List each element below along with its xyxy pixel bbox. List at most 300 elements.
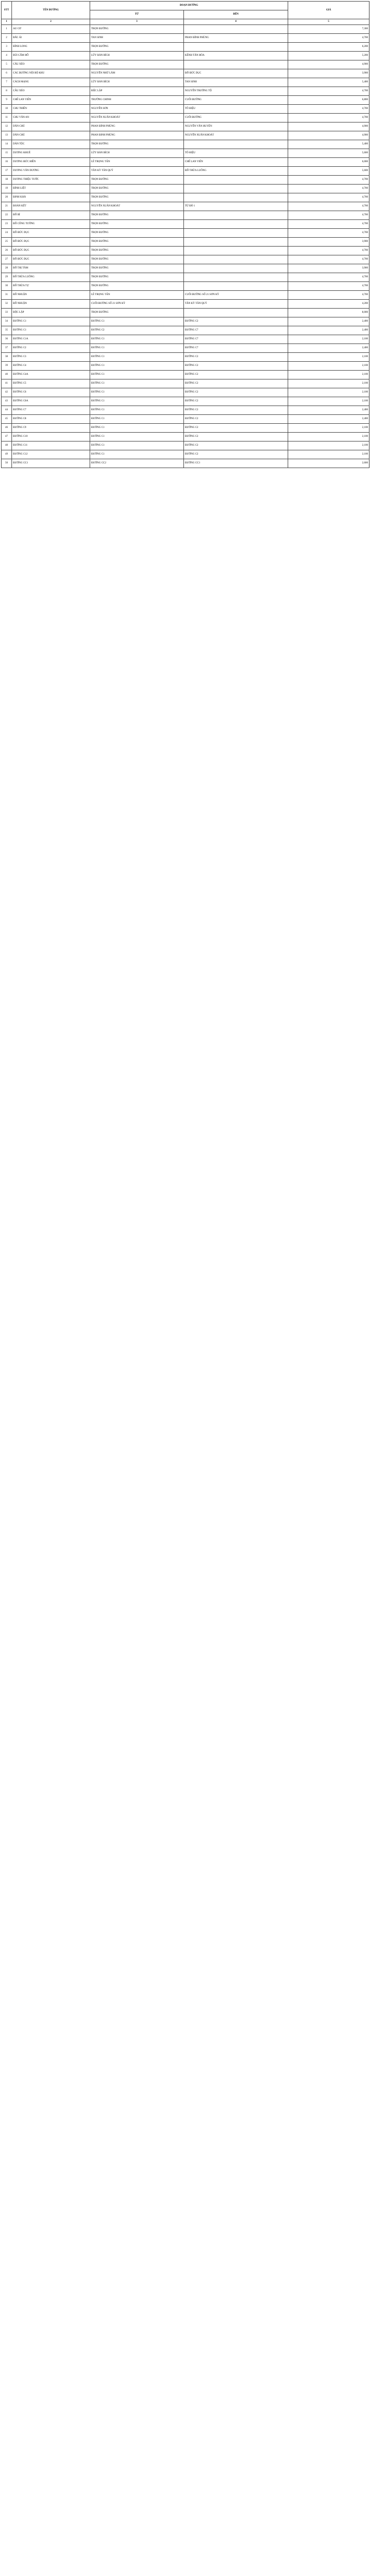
row-from: TRỌN ĐƯỜNG — [90, 247, 184, 255]
row-stt: 13 — [2, 131, 12, 140]
row-stt: 8 — [2, 87, 12, 96]
row-price: 4,700 — [288, 247, 369, 255]
row-price: 4,200 — [288, 300, 369, 309]
row-street-name: ĐỖ THỪA TỰ — [12, 282, 90, 291]
row-street-name: CÁCH MẠNG — [12, 78, 90, 87]
row-price: 2,400 — [288, 415, 369, 424]
row-street-name: CHU VĂN AN — [12, 114, 90, 122]
row-street-name: CẦU XÉO — [12, 87, 90, 96]
row-stt: 17 — [2, 167, 12, 176]
row-stt: 28 — [2, 264, 12, 273]
row-price: 3,900 — [288, 238, 369, 247]
table-row — [2, 291, 369, 300]
row-to: TAN SINH — [184, 78, 288, 87]
row-to: ĐƯỜNG C2 — [184, 415, 288, 424]
row-stt: 18 — [2, 176, 12, 185]
row-from: TRỌN ĐƯỜNG — [90, 220, 184, 229]
table-row — [2, 220, 369, 229]
row-price: 5,400 — [288, 78, 369, 87]
row-price: 4,900 — [288, 131, 369, 140]
row-price: 6,200 — [288, 43, 369, 52]
table-row — [2, 388, 369, 397]
row-from: LÊ TRỌNG TẤN — [90, 158, 184, 167]
table-row — [2, 52, 369, 60]
row-street-name: ĐƯỜNG C1 — [12, 317, 90, 326]
row-to: KÊNH TÂN HÓA — [184, 52, 288, 60]
row-street-name: ĐƯỜNG C7 — [12, 406, 90, 415]
row-price: 4,700 — [288, 220, 369, 229]
row-to: ĐƯỜNG C2 — [184, 406, 288, 415]
row-from: ĐƯỜNG C1 — [90, 397, 184, 406]
row-stt: 24 — [2, 229, 12, 238]
row-street-name: ĐƯỜNG C5 — [12, 379, 90, 388]
table-row — [2, 406, 369, 415]
row-price: 4,700 — [288, 114, 369, 122]
row-price: 2,100 — [288, 379, 369, 388]
row-to: NGUYỄN VĂN HUYÊN — [184, 122, 288, 131]
row-to — [184, 255, 288, 264]
row-price: 2,400 — [288, 317, 369, 326]
row-price: 4,900 — [288, 122, 369, 131]
row-to: CUỐI ĐƯỜNG — [184, 96, 288, 105]
row-price: 2,100 — [288, 388, 369, 397]
header-index-5: 5 — [288, 19, 369, 25]
row-from: TRỌN ĐƯỜNG — [90, 229, 184, 238]
table-row — [2, 202, 369, 211]
row-stt: 32 — [2, 300, 12, 309]
row-to — [184, 282, 288, 291]
row-price: 2,100 — [288, 397, 369, 406]
header-index-3: 3 — [90, 19, 184, 25]
row-stt: 45 — [2, 415, 12, 424]
table-row — [2, 317, 369, 326]
row-price: 2,400 — [288, 344, 369, 353]
row-stt: 35 — [2, 326, 12, 335]
table-row — [2, 450, 369, 459]
row-stt: 30 — [2, 282, 12, 291]
row-to — [184, 247, 288, 255]
header-to: ĐẾN — [184, 10, 288, 19]
row-street-name: ĐỖ ĐỨC DỤC — [12, 255, 90, 264]
table-row — [2, 131, 369, 140]
row-to: ĐỖ THỪA LUÔNG — [184, 167, 288, 176]
row-from: TRỌN ĐƯỜNG — [90, 255, 184, 264]
table-row — [2, 335, 369, 344]
row-price: 4,700 — [288, 34, 369, 43]
row-from: TRỌN ĐƯỜNG — [90, 185, 184, 193]
row-from: TÂN KỲ TÂN QUÝ — [90, 167, 184, 176]
table-row — [2, 149, 369, 158]
row-street-name: ĐỖ ĐỨC DỤC — [12, 229, 90, 238]
table-row — [2, 60, 369, 69]
row-price: 3,900 — [288, 69, 369, 78]
table-row — [2, 185, 369, 193]
table-row — [2, 238, 369, 247]
row-from: ĐƯỜNG C1 — [90, 353, 184, 362]
row-stt: 44 — [2, 406, 12, 415]
row-to: TÔ HIỆU — [184, 105, 288, 114]
row-price: 2,400 — [288, 406, 369, 415]
row-street-name: DƯƠNG VĂN DƯƠNG — [12, 167, 90, 176]
row-to: ĐƯỜNG C2 — [184, 353, 288, 362]
row-to: ĐƯỜNG C2 — [184, 388, 288, 397]
row-to — [184, 309, 288, 317]
row-from: ĐỘC LẬP — [90, 87, 184, 96]
row-street-name: ĐƯỜNG C4A — [12, 371, 90, 379]
row-street-name: DƯƠNG KHUÊ — [12, 149, 90, 158]
row-stt: 23 — [2, 220, 12, 229]
row-street-name: CÂU XÉO — [12, 60, 90, 69]
table-row — [2, 96, 369, 105]
row-to — [184, 60, 288, 69]
row-from: ĐƯỜNG C1 — [90, 424, 184, 433]
row-price: 2,100 — [288, 441, 369, 450]
row-from: ĐƯỜNG C1 — [90, 450, 184, 459]
row-stt: 50 — [2, 459, 12, 468]
row-from: ĐƯỜNG C1 — [90, 317, 184, 326]
row-street-name: ĐƯỜNG C6 — [12, 388, 90, 397]
row-street-name: ĐƯỜNG C3 — [12, 353, 90, 362]
header-price: GIÁ — [288, 2, 369, 19]
table-row — [2, 140, 369, 149]
table-row — [2, 122, 369, 131]
row-price: 2,100 — [288, 424, 369, 433]
row-to: ĐƯỜNG CC3 — [184, 459, 288, 468]
table-row — [2, 167, 369, 176]
row-to — [184, 193, 288, 202]
row-from: ĐƯỜNG C1 — [90, 335, 184, 344]
row-from: TAN SINH — [90, 34, 184, 43]
row-price: 4,700 — [288, 255, 369, 264]
table-row — [2, 433, 369, 441]
table-row — [2, 43, 369, 52]
row-street-name: ĐÌNH LIỆT — [12, 185, 90, 193]
row-price: 4,700 — [288, 185, 369, 193]
table-row — [2, 362, 369, 371]
row-from: ĐƯỜNG C1 — [90, 371, 184, 379]
row-price: 4,700 — [288, 87, 369, 96]
row-price: 4,700 — [288, 273, 369, 282]
row-stt: 43 — [2, 397, 12, 406]
table-row — [2, 264, 369, 273]
row-stt: 12 — [2, 122, 12, 131]
row-to: ĐƯỜNG C2 — [184, 362, 288, 371]
row-price: 2,100 — [288, 362, 369, 371]
row-price: 2,100 — [288, 450, 369, 459]
row-to: NGUYỄN XUÂN KHOÁT — [184, 131, 288, 140]
table-row — [2, 105, 369, 114]
table-row — [2, 69, 369, 78]
row-from: TRỌN ĐƯỜNG — [90, 211, 184, 220]
row-to: ĐƯỜNG C2 — [184, 397, 288, 406]
row-to — [184, 25, 288, 34]
row-price: 7,300 — [288, 25, 369, 34]
row-price: 4,700 — [288, 291, 369, 300]
row-street-name: ĐƯỜNG C1A — [12, 335, 90, 344]
row-from: LÊ TRỌNG TẤN — [90, 291, 184, 300]
row-street-name: ĐOÀN KẾT — [12, 202, 90, 211]
row-price: 6,800 — [288, 96, 369, 105]
row-from: PHAN ĐINH PHÙNG — [90, 131, 184, 140]
table-row — [2, 255, 369, 264]
table-row — [2, 229, 369, 238]
table-row — [2, 87, 369, 96]
table-row — [2, 247, 369, 255]
land-price-table — [1, 1, 369, 468]
table-row — [2, 34, 369, 43]
row-street-name: ĐINH KHÁ — [12, 193, 90, 202]
row-street-name: ĐƯỜNG C12 — [12, 450, 90, 459]
row-street-name: CHẾ LAN VIÊN — [12, 96, 90, 105]
row-to — [184, 264, 288, 273]
row-stt: 2 — [2, 34, 12, 43]
row-to — [184, 43, 288, 52]
header-from: TỪ — [90, 10, 184, 19]
header-index-2: 2 — [12, 19, 90, 25]
row-stt: 48 — [2, 441, 12, 450]
row-price: 5,600 — [288, 149, 369, 158]
row-from: ĐƯỜNG C1 — [90, 415, 184, 424]
row-street-name: ĐƯỜNG C1 — [12, 326, 90, 335]
row-stt: 7 — [2, 78, 12, 87]
row-stt: 3 — [2, 43, 12, 52]
table-row — [2, 25, 369, 34]
row-stt: 36 — [2, 335, 12, 344]
row-to — [184, 273, 288, 282]
row-street-name: BẮC ÁI — [12, 34, 90, 43]
row-from: TRỌN ĐƯỜNG — [90, 43, 184, 52]
row-price: 5,600 — [288, 167, 369, 176]
row-stt: 27 — [2, 255, 12, 264]
row-from: NGUYỄN SƠN — [90, 105, 184, 114]
row-to: ĐƯỜNG C7 — [184, 326, 288, 335]
row-stt: 46 — [2, 424, 12, 433]
row-price: 3,900 — [288, 264, 369, 273]
row-street-name: ĐỖ THỪA LUÔNG — [12, 273, 90, 282]
row-stt: 38 — [2, 353, 12, 362]
row-stt: 11 — [2, 114, 12, 122]
header-segment: ĐOẠN ĐƯỜNG — [90, 2, 288, 10]
row-street-name: DÂN CHỦ — [12, 122, 90, 131]
row-stt: 1 — [2, 25, 12, 34]
row-to: TÔ HIỆU — [184, 149, 288, 158]
row-price: 6,000 — [288, 158, 369, 167]
row-to: ĐƯỜNG C2 — [184, 379, 288, 388]
row-price: 8,000 — [288, 309, 369, 317]
row-from: LỮY BẢN BÍCH — [90, 78, 184, 87]
row-street-name: ĐỘC LẬP — [12, 309, 90, 317]
table-row — [2, 300, 369, 309]
row-to: PHAN ĐÌNH PHÙNG — [184, 34, 288, 43]
row-from: TRỌN ĐƯỜNG — [90, 238, 184, 247]
row-street-name: AU CƠ — [12, 25, 90, 34]
row-stt: 37 — [2, 344, 12, 353]
row-street-name: ĐƯỜNG C2 — [12, 344, 90, 353]
row-from: LỮY BẢN BÍCH — [90, 52, 184, 60]
row-price: 4,700 — [288, 193, 369, 202]
table-row — [2, 441, 369, 450]
row-price: 4,700 — [288, 202, 369, 211]
row-to: NGUYỄN TRƯỜNG TỘ — [184, 87, 288, 96]
row-stt: 41 — [2, 379, 12, 388]
row-to: ĐƯỜNG C7 — [184, 344, 288, 353]
row-to — [184, 211, 288, 220]
row-price: 4,700 — [288, 176, 369, 185]
row-street-name: DƯƠNG THIỆU TƯỚC — [12, 176, 90, 185]
row-street-name: ĐỖ NHUẬN — [12, 291, 90, 300]
header-street-name: TÊN ĐƯỜNG — [12, 2, 90, 19]
row-street-name: BÙI CẨM HỔ — [12, 52, 90, 60]
row-street-name: DƯƠNG ĐỨC HIỀN — [12, 158, 90, 167]
row-to — [184, 238, 288, 247]
row-street-name: ĐỖ THỊ TÂM — [12, 264, 90, 273]
row-from: ĐƯỜNG C1 — [90, 344, 184, 353]
row-price: 2,100 — [288, 335, 369, 344]
row-to: CUỐI ĐƯỜNG — [184, 114, 288, 122]
row-street-name: DÂN CHỦ — [12, 131, 90, 140]
row-stt: 22 — [2, 211, 12, 220]
row-stt: 31 — [2, 291, 12, 300]
row-from: ĐƯỜNG CC2 — [90, 459, 184, 468]
row-price: 5,400 — [288, 140, 369, 149]
row-from: NGUYỄN XUÂN KHOÁT — [90, 114, 184, 122]
table-row — [2, 424, 369, 433]
row-to: TỪ ĐÒ 1 — [184, 202, 288, 211]
row-price: 4,700 — [288, 229, 369, 238]
row-price: 2,100 — [288, 353, 369, 362]
row-from: NGUYỄN XUÂN KHOÁT — [90, 202, 184, 211]
row-from: TRỌN ĐƯỜNG — [90, 273, 184, 282]
table-row — [2, 158, 369, 167]
row-stt: 34 — [2, 317, 12, 326]
row-from: TRƯỜNG CHINH — [90, 96, 184, 105]
row-street-name: ĐƯỜNG C8 — [12, 415, 90, 424]
row-from: ĐƯỜNG C1 — [90, 433, 184, 441]
row-from: TRỌN ĐƯỜNG — [90, 282, 184, 291]
row-stt: 21 — [2, 202, 12, 211]
row-price: 5,200 — [288, 52, 369, 60]
table-body — [2, 25, 369, 468]
row-stt: 6 — [2, 69, 12, 78]
row-from: TRỌN ĐƯỜNG — [90, 176, 184, 185]
row-stt: 47 — [2, 433, 12, 441]
row-street-name: ĐƯỜNG C11 — [12, 441, 90, 450]
row-from: TRỌN ĐƯỜNG — [90, 140, 184, 149]
table-row — [2, 114, 369, 122]
row-stt: 19 — [2, 185, 12, 193]
row-from: ĐƯỜNG C1 — [90, 406, 184, 415]
table-row — [2, 344, 369, 353]
row-street-name: ĐỖ ĐỨC DỤC — [12, 247, 90, 255]
row-street-name: ĐƯỜNG CC1 — [12, 459, 90, 468]
row-stt: 25 — [2, 238, 12, 247]
row-from: ĐƯỜNG C1 — [90, 362, 184, 371]
row-from: TRỌN ĐƯỜNG — [90, 25, 184, 34]
row-stt: 15 — [2, 149, 12, 158]
row-to — [184, 185, 288, 193]
row-to: ĐƯỜNG C2 — [184, 450, 288, 459]
row-price: 4,900 — [288, 60, 369, 69]
row-to: ĐƯỜNG C2 — [184, 441, 288, 450]
row-from: LỮY BẢN BÍCH — [90, 149, 184, 158]
table-row — [2, 273, 369, 282]
row-stt: 29 — [2, 273, 12, 282]
row-to: ĐƯỜNG C7 — [184, 335, 288, 344]
row-from: TRỌN ĐƯỜNG — [90, 60, 184, 69]
row-from: TRỌN ĐƯỜNG — [90, 193, 184, 202]
row-street-name: CHU THIÊN — [12, 105, 90, 114]
row-to — [184, 220, 288, 229]
row-street-name: ĐƯỜNG C10 — [12, 433, 90, 441]
row-stt: 4 — [2, 52, 12, 60]
row-stt: 10 — [2, 105, 12, 114]
row-to — [184, 176, 288, 185]
row-stt: 9 — [2, 96, 12, 105]
row-to: ĐƯỜNG C2 — [184, 433, 288, 441]
row-to: ĐƯỜNG C2 — [184, 317, 288, 326]
row-from: ĐƯỜNG C1 — [90, 441, 184, 450]
row-stt: 33 — [2, 309, 12, 317]
row-from: TRỌN ĐƯỜNG — [90, 309, 184, 317]
row-to: CHẾ LAN VIÊN — [184, 158, 288, 167]
table-row — [2, 415, 369, 424]
row-stt: 14 — [2, 140, 12, 149]
table-row — [2, 193, 369, 202]
row-price: 2,100 — [288, 371, 369, 379]
row-stt: 39 — [2, 362, 12, 371]
row-price: 4,700 — [288, 282, 369, 291]
table-row — [2, 371, 369, 379]
row-stt: 42 — [2, 388, 12, 397]
row-stt: 49 — [2, 450, 12, 459]
row-price: 2,600 — [288, 459, 369, 468]
row-street-name: ĐỖ ĐỨC DỤC — [12, 238, 90, 247]
table-row — [2, 176, 369, 185]
row-street-name: ĐƯỜNG C4 — [12, 362, 90, 371]
row-to: TÂN KỲ TÂN QUÝ — [184, 300, 288, 309]
row-street-name: ĐƯỜNG C9 — [12, 424, 90, 433]
row-to — [184, 140, 288, 149]
row-stt: 26 — [2, 247, 12, 255]
row-from: ĐƯỜNG C2 — [90, 326, 184, 335]
row-street-name: ĐƯỜNG C6A — [12, 397, 90, 406]
row-stt: 5 — [2, 60, 12, 69]
row-to: ĐỖ ĐỨC DỤC — [184, 69, 288, 78]
row-to: CUỐI ĐƯỜNG SỐ 21 SƠN KỲ — [184, 291, 288, 300]
row-stt: 40 — [2, 371, 12, 379]
row-street-name: ĐỖ CÔNG TƯỜNG — [12, 220, 90, 229]
header-index-1: 1 — [2, 19, 12, 25]
row-from: NGUYỄN NHỮ LÃM — [90, 69, 184, 78]
table-row — [2, 379, 369, 388]
header-index-4: 4 — [184, 19, 288, 25]
row-to — [184, 229, 288, 238]
table-row — [2, 309, 369, 317]
table-row — [2, 78, 369, 87]
row-street-name: CÁC ĐƯỜNG NỘI BỘ KHU — [12, 69, 90, 78]
row-price: 2,400 — [288, 326, 369, 335]
table-row — [2, 282, 369, 291]
row-price: 4,700 — [288, 105, 369, 114]
row-to: ĐƯỜNG C2 — [184, 371, 288, 379]
row-price: 4,700 — [288, 211, 369, 220]
row-from: TRỌN ĐƯỜNG — [90, 264, 184, 273]
table-row — [2, 353, 369, 362]
row-street-name: ĐỖ NHUẬN — [12, 300, 90, 309]
table-row — [2, 211, 369, 220]
row-street-name: DÂN TỘC — [12, 140, 90, 149]
table-row — [2, 397, 369, 406]
